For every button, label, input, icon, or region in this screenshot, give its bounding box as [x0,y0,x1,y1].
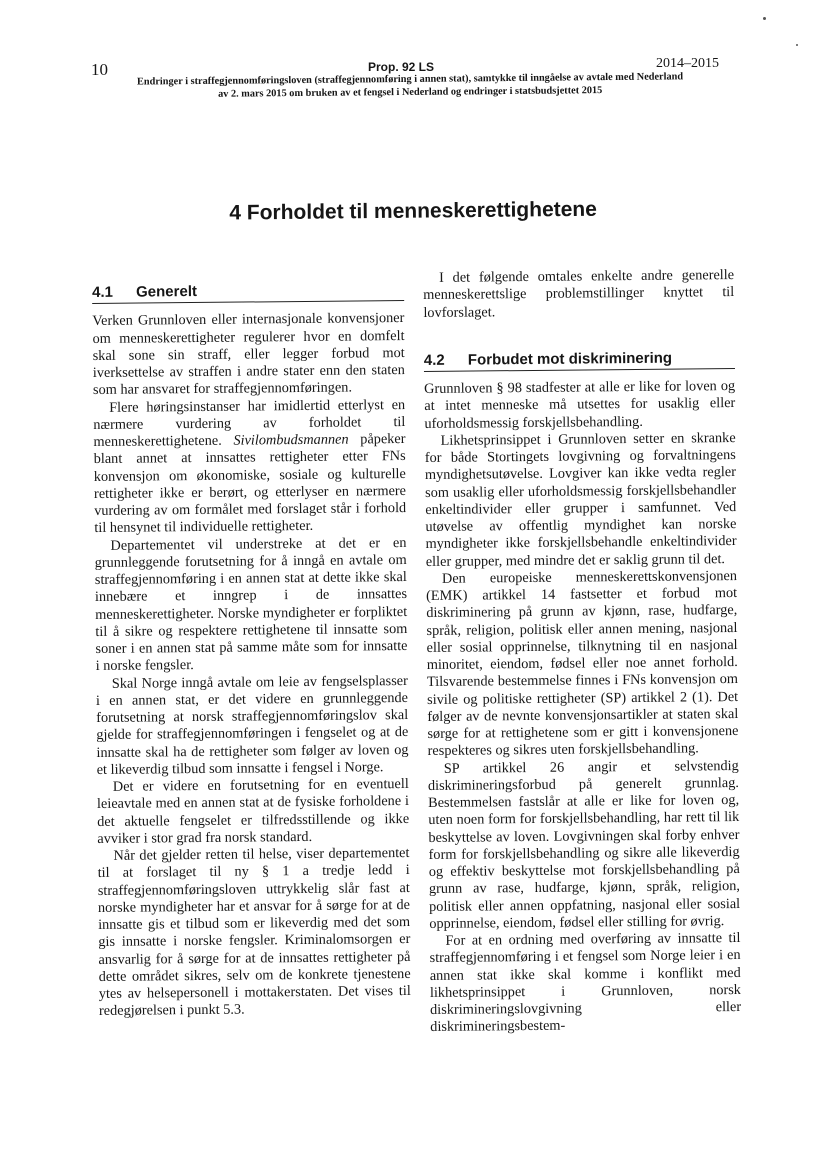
scan-speck [763,17,766,20]
document-id: Prop. 92 LS [368,60,435,74]
paragraph: Det er videre en forutsetning for en eventuell leieavtale med en annen stat at de fysiske forholdene i det aktuelle fengselet er tilfredsstillende og ikke avviker i stor grad fra norsk standard. [96,775,410,847]
section-number: 4.2 [423,351,445,369]
chapter-title: 4 Forholdet til menneskerettighetene [229,197,597,225]
paragraph: For at en ordning med overføring av innsatte til straffegjennomføring i et fengsel som Norge leier i en annen stat ikke skal komme i konflikt med likhetsprinsippet i Grunnloven, norsk diskrimineringslovgivning eller diskrimineringsbestem- [429,929,742,1036]
left-column [92,281,411,1020]
emphasis: Sivilombudsmannen [233,431,349,449]
page-number: 10 [91,60,108,79]
paragraph: Grunnloven § 98 stadfester at alle er like for loven og at intet menneske må utsettes for usaklig eller uforholdsmessig forskjellsbehandling. [424,378,736,432]
session-year: 2014–2015 [656,56,719,71]
paragraph: Skal Norge inngå avtale om leie av fengselsplasser i en annen stat, er det videre en grunnleggende forutsetning at norsk straffegjennomføringslov skal gjelde for straffegjennomføringen i fengselet og at de innsatte skal ha de rettigheter som følger av loven og et likeverdig tilbud som innsatte i fengsel i Norge. [95,672,409,778]
section-title: Generelt [135,282,198,301]
paragraph: Den europeiske menneskerettskonvensjonen (EMK) artikkel 14 fastsetter et forbud mot diskriminering på grunn av kjønn, rase, hudfarge, språk, religion, politisk eller annen mening, nasjonal eller sosial opprinnelse, tilknytning til en nasjonal minoritet, eiendom, fødsel eller noe annet forhold. Tilsvarende bestemmelse finnes i FNs konvensjon om sivile og politiske rettigheter (SP) artikkel 2 (1). Det følger av de nevnte konvensjonsartikler at staten skal sørge for at rettighetene som er gitt i konvensjonene respekteres og sikres uten forskjellsbehandling. [426,567,739,760]
running-header [90,70,730,102]
scan-speck [796,44,798,46]
text-run: Flere høringsinstanser har imidlertid etterlyst en nærmere vurdering av forholdet til menneskerettighetene. [93,396,406,450]
section-heading-4-2 [424,349,735,372]
section-number: 4.1 [92,283,114,301]
paragraph: I det følgende omtales enkelte andre generelle menneskerettslige problemstillinger knyttet til lovforslaget. [423,267,735,321]
paragraph: Verken Grunnloven eller internasjonale konvensjoner om menneskerettigheter regulerer hvor en domfelt skal sone sin straff, eller legger forbud mot iverksettelse av straffen i andre stater enn den staten som har ansvaret for straffegjennomføringen. [92,310,405,399]
paragraph [93,396,406,537]
paragraph: Likhetsprinsippet i Grunnloven setter en skranke for både Stortingets lovgivning og forvaltningens myndighetsutøvelse. Lovgiver kan ikke vedta regler som usaklig eller uforholdsmessig forskjellsbehandler enkeltindivider eller grupper i samfunnet. Ved utøvelse av offentlig myndighet kan norske myndigheter ikke forskjellsbehandle enkeltindivider eller grupper, med mindre det er saklig grunn til det. [424,429,737,570]
paragraph: SP artikkel 26 angir et selvstendig diskrimineringsforbud på generelt grunnlag. Bestemmelsen fastslår at alle er like for loven og, uten noen form for forskjellsbehandling, har rett til lik beskyttelse av loven. Lovgivningen skal forby enhver form for forskjellsbehandling og sikre alle likeverdig og effektiv beskyttelse mot forskjellsbehandling på grunn av rase, hudfarge, kjønn, språk, religion, politisk eller annen oppfatning, nasjonal eller sosial opprinnelse, eiendom, fødsel eller stilling for øvrig. [427,757,741,932]
running-header-line-2: av 2. mars 2015 om bruken av et fengsel i Nederland og endringer i statsbudsjettet 2015 [218,85,603,100]
right-column [423,267,741,1036]
text-run: påpeker blant annet at innsattes rettigheter etter FNs konvensjon om økonomiske, sosiale og kulturelle rettigheter ikke er berørt, og etterlyser en nærmere vurdering av om formålet med forslaget står i forhold til hensynet til individuelle rettigheter. [93,430,407,537]
paragraph: Når det gjelder retten til helse, viser departementet til at forslaget til ny § 1 a tredje ledd i straffegjennomføringsloven uttrykkelig slår fast at norske myndigheter har et ansvar for å sørge for at de innsatte gis et tilbud som er likeverdig med det som gis innsatte i norske fengsler. Kriminalomsorgen er ansvarlig for å sørge for at de innsattes rettigheter på dette området sikres, selv om de konkrete tjenestene ytes av helsepersonell i mottakerstaten. Det vises til redegjørelsen i punkt 5.3. [97,844,411,1020]
section-heading-4-1 [92,281,404,304]
running-header-line-1: Endringer i straffegjennomføringsloven (straffegjennomføring i annen stat), samtykke til inngåelse av avtale med Nederland [136,71,684,88]
paragraph: Departementet vil understreke at det er en grunnleggende forutsetning for å inngå en avtale om straffegjennomføring i en annen stat at dette ikke skal innebære et inngrep i de innsattes menneskerettigheter. Norske myndigheter er forpliktet til å sikre og respektere rettighetene til innsatte som soner i en annen stat på samme måte som for innsatte i norske fengsler. [94,534,408,675]
section-title: Forbudet mot diskriminering [467,349,673,369]
